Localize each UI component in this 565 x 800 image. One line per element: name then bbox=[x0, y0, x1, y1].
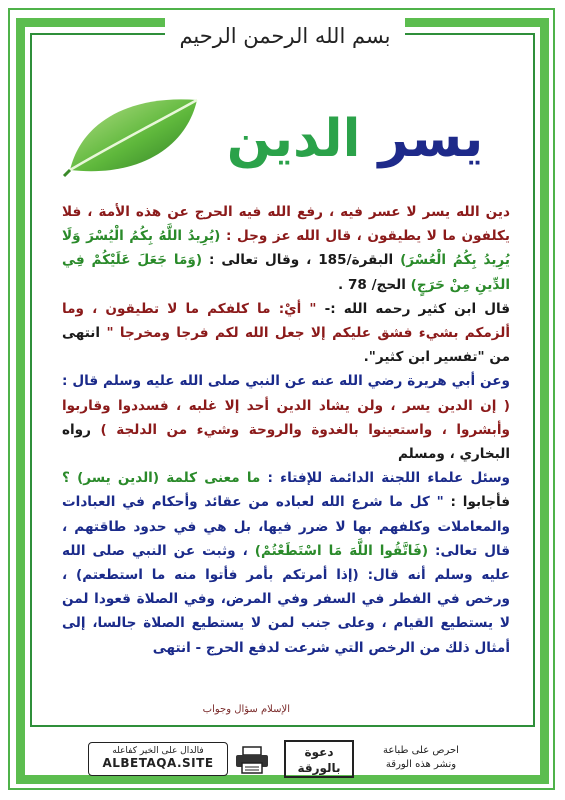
fatwa-question: ما معنى كلمة (الدين يسر) ؟ bbox=[62, 470, 261, 487]
ibn-kathir-quote: " أيْ: ما كلفكم ما لا تطيقون ، وما ألزمكم بشيء فشق عليكم إلا جعل الله لكم فرجا ومخرجا " bbox=[62, 300, 511, 342]
fatwa-intro: وسئل علماء اللجنة الدائمة للإفتاء : bbox=[267, 470, 511, 487]
article-body bbox=[62, 200, 510, 710]
quran-verse-3: (فَاتَّقُوا اللَّهَ مَا اسْتَطَعْتُمْ) bbox=[254, 542, 429, 559]
quran-verse-1: (يُرِيدُ اللَّهُ بِكُمُ الْيُسْرَ وَلَا يُرِيدُ بِكُمُ الْعُسْرَ) bbox=[62, 228, 510, 269]
ibn-kathir-source: انتهى من "تفسير ابن كثير". bbox=[62, 325, 510, 366]
logo-line-1: دعوة bbox=[304, 745, 334, 759]
footer-slogan: فالدال على الخير كفاعله bbox=[112, 746, 204, 756]
print-note-line-1: احرص على طباعة bbox=[383, 745, 459, 756]
logo-line-2: بالورقة bbox=[297, 761, 341, 775]
leaf-icon bbox=[62, 90, 202, 180]
title-word-ease: يسر bbox=[378, 109, 484, 169]
print-note-line-2: ونشر هذه الورقة bbox=[385, 759, 457, 770]
page-title bbox=[200, 104, 510, 174]
verse-reference-1: البقرة/185 ، وقال تعالى : bbox=[209, 252, 394, 269]
hadith-text: ( إن الدين يسر ، ولن يشاد الدين أحد إلا غلبه ، فسددوا وقاربوا وأبشروا ، واستعينوا بالغدوة والروحة وشيء من الدلجة ) bbox=[62, 397, 511, 438]
ibn-kathir-intro: قال ابن كثير رحمه الله :- bbox=[324, 300, 511, 317]
printer-icon bbox=[234, 746, 270, 774]
fatwa-answer-1: " كل ما شرع الله لعباده من عقائد وأحكام في العبادات والمعاملات وكلفهم بها لا ضرر فيها، بل هي في حدود طاقتهم ، قال تعالى: bbox=[62, 494, 511, 559]
footer-site-box bbox=[88, 742, 228, 776]
quran-verse-2: (وَمَا جَعَلَ عَلَيْكُمْ فِي الدِّينِ مِنْ حَرَجٍ) bbox=[62, 252, 510, 293]
verse-reference-2: الحج/ 78 . bbox=[338, 276, 406, 293]
dawa-logo bbox=[284, 740, 354, 778]
hadith-narration: وعن أبي هريرة رضي الله عنه عن النبي صلى الله عليه وسلم قال : bbox=[62, 373, 510, 390]
hadith-source: رواه البخاري ، ومسلم bbox=[62, 421, 510, 463]
paragraph-ibn-kathir bbox=[62, 297, 510, 370]
paragraph-fatwa bbox=[62, 466, 510, 660]
source-credit: الإسلام سؤال وجواب bbox=[202, 704, 290, 715]
intro-text: دين الله يسر لا عسر فيه ، رفع الله فيه الحرج عن هذه الأمة ، فلا يكلفون ما لا يطيقون ، قال الله عز وجل : bbox=[62, 204, 511, 245]
paragraph-hadith bbox=[62, 369, 510, 466]
title-word-religion: الدين bbox=[226, 109, 361, 169]
fatwa-answer-2: ، وثبت عن النبي صلى الله عليه وسلم أنه قال: (إذا أمرتكم بأمر فأتوا منه ما استطعتم) ، ورخص في الفطر في السفر وفي المرض، وفي الصلاة قعودا لمن لا يستطيع القيام ، وعلى جنب لمن لا يستطيع الصلاة جالسا، إلى أمثال ذلك من الرخص التي شرعت لدفع الحرج - انتهى bbox=[62, 542, 510, 656]
footer-print-note bbox=[364, 744, 478, 774]
footer bbox=[88, 740, 478, 778]
basmala-calligraphy: بسم الله الرحمن الرحيم bbox=[165, 16, 405, 56]
footer-site-link[interactable]: ALBETAQA.SITE bbox=[102, 756, 214, 770]
paragraph-intro bbox=[62, 200, 510, 297]
fatwa-answer-label: فأجابوا : bbox=[450, 494, 510, 511]
